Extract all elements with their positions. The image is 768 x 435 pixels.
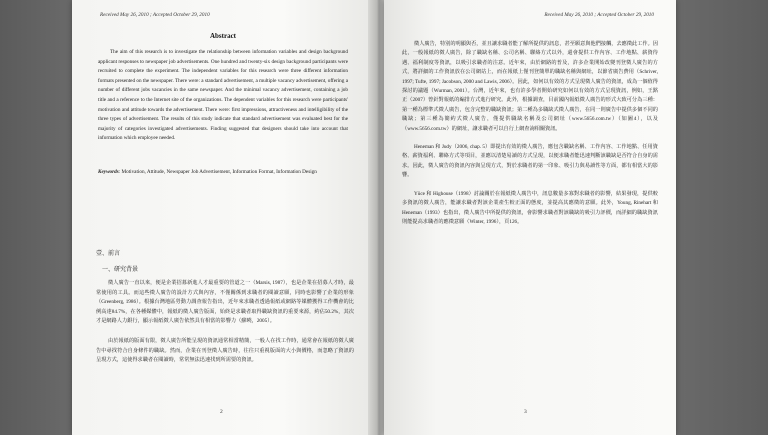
right-margin [676, 0, 768, 435]
abstract-text: The aim of this research is to investigate the relationship between information variables and design background applicant responses to newspaper job advertisements. One hundred and twenty-six design background participants were recruited to complete the experiment. The independent variables for this research were three different information formats presented on the newspaper. There were: a standard advertisement, a multiple vacancy advertisement, offering a number of different jobs vacancies in the same newspaper. And the minimal vacancy advertisement, containing a job title and a reference to the Internet site of the organizations. The dependent variables for this research were participants' motivation and attitude towards the advertisement. There were: first impressions, attractiveness and intelligibility of the three types of advertisement. The results of this study indicate that standard advertisement was evaluated best for the majority of categories investigated advertisements. Finding suggested that designers should take into account that information which employee needed. [98, 49, 348, 142]
right-page-number: 3 [524, 409, 527, 415]
right-page-body [402, 40, 658, 227]
intro-paragraph-1: 徵人廣告一直以來，便是企業招募新進人才最重要的管道之一（Marsis, 1987），也是企業在招募人才時，最常使用的工具。而這些徵人廣告的設計方式與內容，不僅關係到求職者的閱讀意願，同時也影響了企業的形象（Greenberg, 1986）。根據台灣地區勞動力調查報告指出，近年來求職者透過報紙或網路等媒體獲得工作機會的比例高達84.7%，在各種媒體中，報紙的徵人廣告版面，始終是求職者取得職缺資訊的重要來源，約佔50.2%，其次才是網路人力銀行，顯示報紙徵人廣告依然具有相當的影響力（蘇曉，2005）。 [96, 280, 354, 325]
abstract-title: Abstract [209, 32, 237, 40]
right-paragraph-3: Yüce 和 Highouse（1998）討論關於在報紙徵人廣告中，訊息數量多寡對求職者的影響，結果發現，提供較多資訊的徵人廣告，能讓求職者對該企業產生較正面的態度，並提高其應徵的意願。此外，Young, Rinehart 和 Heneman（1993）也指出，徵人廣告中所提供的資訊，會影響求職者對該職缺的吸引力評價，而詳細的職缺資訊則能提高求職者的應徵意願（Winter, 1996），頁126。 [402, 190, 658, 225]
right-page [384, 0, 676, 435]
introduction-section [96, 248, 354, 366]
subsection-heading: 一、研究背景 [102, 267, 139, 273]
abstract-block [98, 30, 348, 178]
keywords-text: : Motivation, Attitude, Newspaper Job Advertisement, Information Format, Information Design [118, 168, 317, 175]
keywords-line [98, 168, 348, 178]
intro-paragraph-2: 由於報紙的版面有限，徵人廣告所能呈現的資訊通常相當精簡，一般人在找工作時，通常會在報紙的徵人廣告中尋找符合自身條件的職缺。然而，企業在刊登徵人廣告時，往往只重視版面的大小與價格，而忽略了資訊的呈現方式，這使得求職者在閱讀時，常常無法迅速找到所需要的資訊。 [96, 337, 354, 364]
right-page-header: Received May 26, 2010 ; Accepted October 29, 2010 [544, 12, 654, 18]
left-margin [0, 0, 72, 435]
left-page-number: 2 [220, 409, 223, 415]
right-paragraph-1: 徵人廣告，特別的明顯與否，並且讓求職者能了解所提供的訊息，甚至願意與他們接觸，去應徵此工作。因此，一般報紙的徵人廣告，除了職缺名稱、公司名稱、聯絡方式以外，還會提供工作內容、工作地點、薪資待遇、福利制度等資訊，以吸引求職者的注意。近年來，由於網路的普及，許多企業開始改變刊登徵人廣告的方式，將詳細的工作資訊放在公司網站上，而在報紙上僅刊登簡單的職缺名稱與網址，以節省廣告費用（Schriver, 1997; Tufte, 1997; Jacobson, 2000 and Lawis, 2006）。因此，如何以有效的方式呈現徵人廣告的資訊，成為一個值得探討的議題（Wurman, 2001）。台灣，近年來，也有許多學者開始研究如何以有效的方式呈現資訊，例如，王銘正（2007）曾針對報紙的編排方式進行研究。此外，根據調查，目前國內報紙徵人廣告的形式大致可分為三種：第一種為標準式徵人廣告，包含完整的職缺資訊；第二種為多職缺式徵人廣告，在同一則廣告中提供多個不同的職缺；第三種為簡約式徵人廣告，僅提供職缺名稱及公司網址（www.5656.com.tw）（如圖4），以及（www.5656.com.tw）的網址，讓求職者可以自行上網查詢相關資訊。 [402, 41, 658, 132]
keywords-label: Keywords [98, 168, 119, 175]
left-page [72, 0, 372, 435]
section-heading: 壹、前言 [96, 251, 121, 257]
right-paragraph-2: Heneman 和 Judy（2006, chap. 5）即提出有效的徵人廣告，應包含職缺名稱、工作內容、工作地點、任用資格、薪資福利、聯絡方式等項目，並應以清楚易讀的方式呈現，以便求職者能迅速判斷該職缺是否符合自身的需求。因此，徵人廣告的資訊內容與呈現方式，對於求職者的第一印象、吸引力與易讀性等方面，都有相當大的影響。 [402, 144, 658, 179]
left-page-header: Received May 26, 2010 ; Accepted October 29, 2010 [100, 12, 210, 18]
